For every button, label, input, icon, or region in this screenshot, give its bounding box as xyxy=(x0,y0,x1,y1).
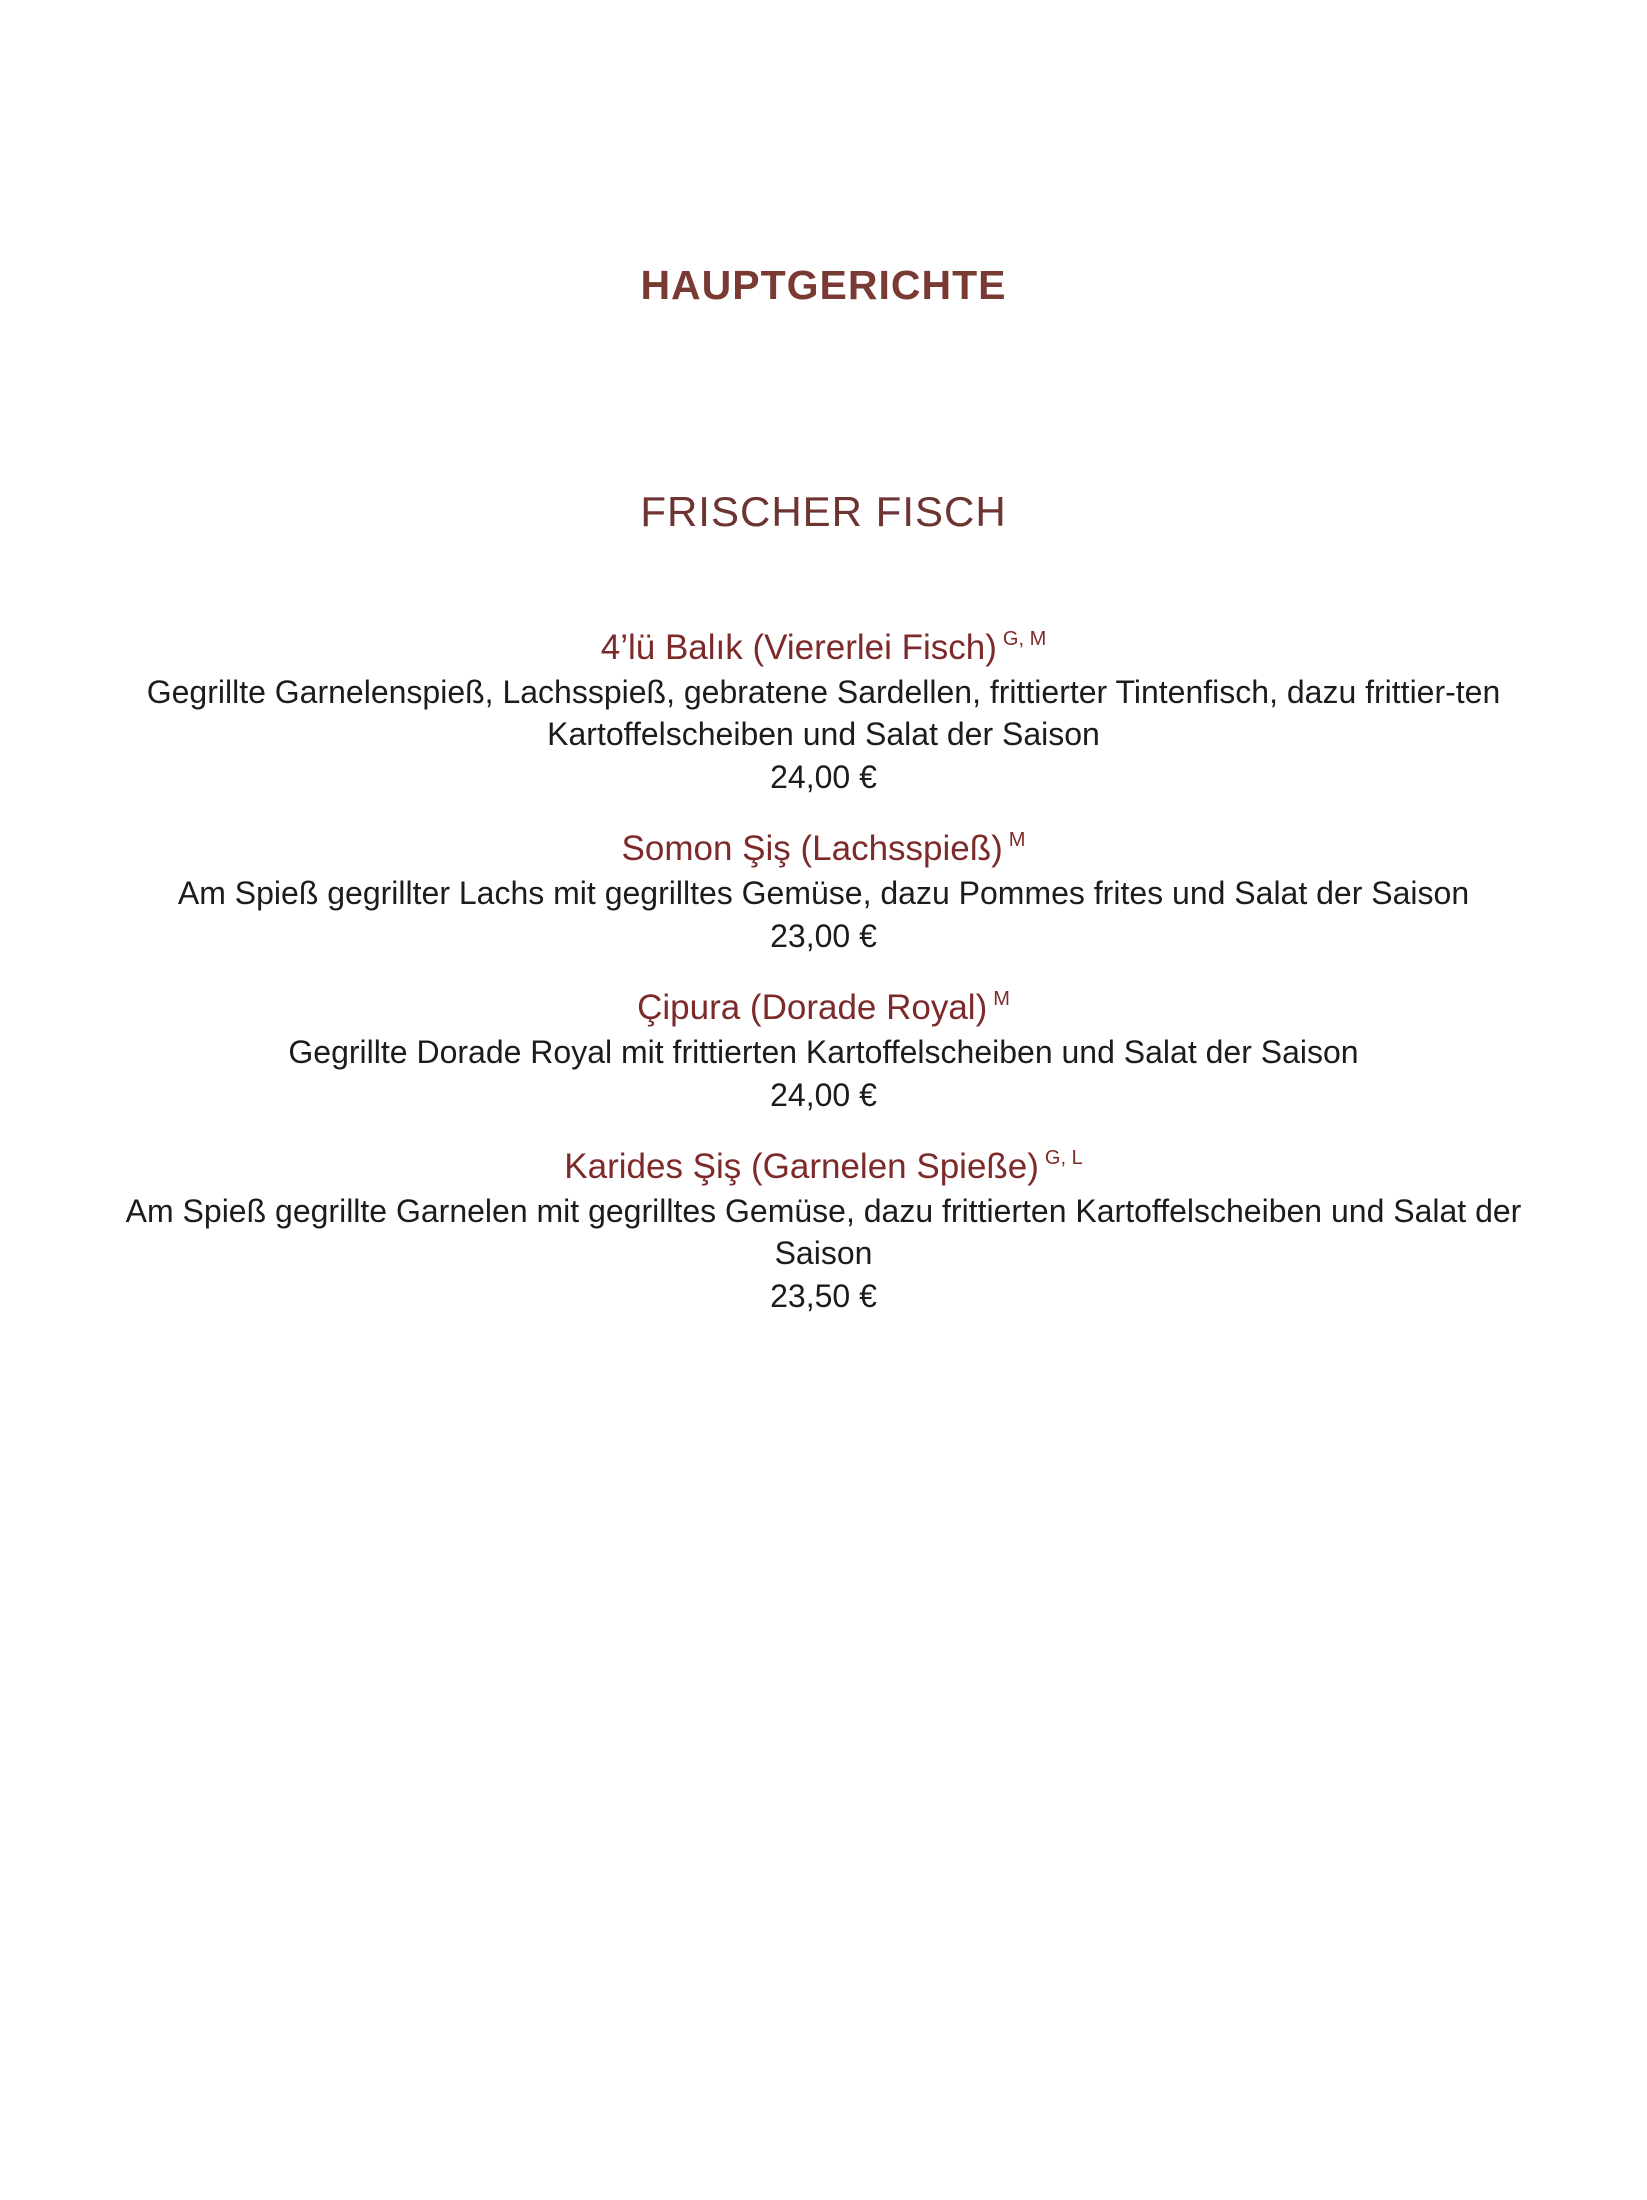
allergen-codes: G, M xyxy=(1002,628,1047,650)
menu-items-list xyxy=(80,616,1567,1336)
allergen-codes: M xyxy=(993,988,1010,1010)
menu-item-name xyxy=(80,1135,1567,1190)
menu-item-description: Am Spieß gegrillter Lachs mit gegrilltes Gemüse, dazu Pommes frites und Salat der Saison xyxy=(177,875,1470,911)
menu-item-price: 24,00 € xyxy=(770,1077,877,1113)
menu-item-description: Gegrillte Dorade Royal mit frittierten Kartoffelscheiben und Salat der Saison xyxy=(288,1034,1359,1070)
section-title: FRISCHER FISCH xyxy=(640,488,1007,535)
menu-item-name xyxy=(80,976,1567,1031)
menu-item-name xyxy=(80,817,1567,872)
menu-item-price: 23,00 € xyxy=(770,918,877,954)
menu-item-description: Am Spieß gegrillte Garnelen mit gegrilltes Gemüse, dazu frittierten Kartoffelscheiben und Salat der Saison xyxy=(125,1193,1522,1271)
menu-item-name-text: Somon Şiş (Lachsspieß) xyxy=(621,829,1003,868)
allergen-codes: M xyxy=(1008,829,1026,851)
page-title: HAUPTGERICHTE xyxy=(640,262,1007,308)
menu-item-name-text: 4’lü Balık (Viererlei Fisch) xyxy=(600,628,997,667)
menu-item-name-text: Karides Şiş (Garnelen Spieße) xyxy=(564,1147,1039,1186)
menu-item-name-text: Çipura (Dorade Royal) xyxy=(637,988,988,1027)
menu-item xyxy=(80,976,1567,1117)
menu-item-name xyxy=(80,616,1567,671)
menu-item-price: 23,50 € xyxy=(770,1278,877,1314)
allergen-codes: G, L xyxy=(1044,1147,1083,1169)
menu-item xyxy=(80,1135,1567,1318)
menu-item-price: 24,00 € xyxy=(770,759,877,795)
menu-item-description: Gegrillte Garnelenspieß, Lachsspieß, gebratene Sardellen, frittierter Tintenfisch, dazu frittier-ten Kartoffelscheiben und Salat der Saison xyxy=(146,674,1501,752)
menu-item xyxy=(80,817,1567,958)
menu-item xyxy=(80,616,1567,799)
